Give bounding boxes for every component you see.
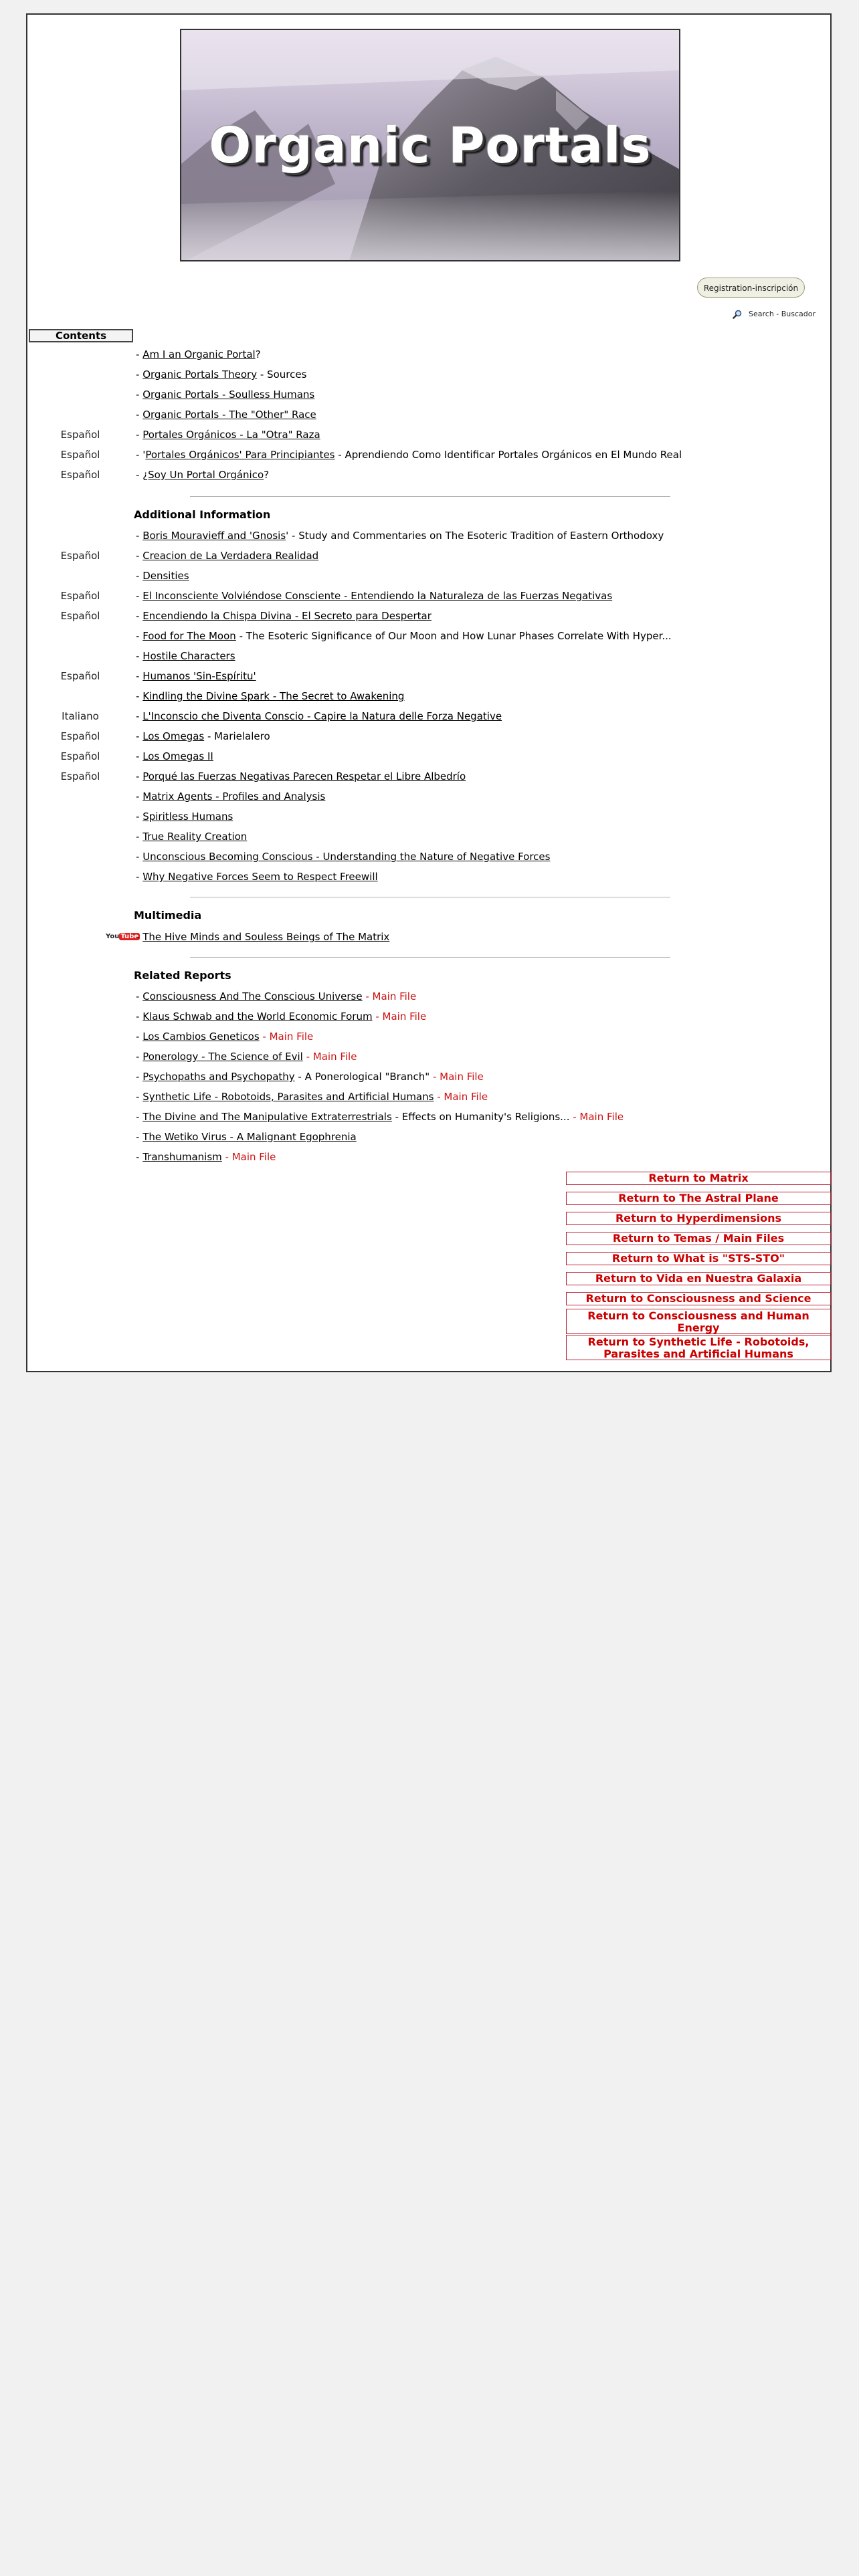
main-file-note: - Main File <box>430 1071 484 1083</box>
youtube-icon: You Tube <box>106 933 139 940</box>
return-button[interactable]: Return to Hyperdimensions <box>566 1212 831 1225</box>
link-description: - Sources <box>257 368 307 381</box>
list-item-text <box>136 1049 357 1064</box>
bullet: - <box>136 650 143 662</box>
article-link[interactable]: The Hive Minds and Souless Beings of The Matrix <box>142 931 390 943</box>
article-link[interactable]: Synthetic Life - Robotoids, Parasites and Artificial Humans <box>142 1091 434 1103</box>
article-link[interactable]: Portales Orgánicos' Para Principiantes <box>145 449 335 461</box>
list-item-text <box>136 367 306 382</box>
bullet: - <box>136 409 143 421</box>
list-item-text <box>136 669 256 683</box>
bullet: - <box>136 429 143 441</box>
article-link[interactable]: Los Omegas <box>142 730 205 742</box>
bullet: - <box>136 750 143 762</box>
list-item-text <box>136 689 404 704</box>
link-description: - The Esoteric Significance of Our Moon and How Lunar Phases Correlate With Hyper... <box>235 630 672 642</box>
language-label: Español <box>60 469 100 481</box>
bullet: - <box>136 469 143 481</box>
bullet: - <box>136 368 143 381</box>
page-frame <box>26 13 832 1372</box>
bullet: - <box>136 1071 143 1083</box>
list-item-text <box>136 1009 426 1024</box>
article-link[interactable]: Organic Portals - Soulless Humans <box>142 389 315 401</box>
return-button[interactable]: Return to Consciousness and Science <box>566 1292 831 1305</box>
return-button[interactable]: Return to The Astral Plane <box>566 1192 831 1205</box>
article-link[interactable]: Transhumanism <box>142 1151 222 1163</box>
list-item-text <box>136 588 612 603</box>
bullet: - <box>136 1051 143 1063</box>
bullet: - <box>136 811 143 823</box>
bullet: - <box>136 1111 143 1123</box>
list-item-text <box>136 729 270 744</box>
list-item-text <box>136 749 213 764</box>
site-logo: Organic Portals <box>209 117 652 175</box>
list-item-text <box>136 769 466 784</box>
bullet: - <box>136 690 143 702</box>
related-reports-heading: Related Reports <box>134 969 231 982</box>
article-link[interactable]: ¿Soy Un Portal Orgánico <box>142 469 264 481</box>
list-item-text <box>136 467 269 482</box>
language-label: Español <box>60 770 100 782</box>
bullet: - <box>136 851 143 863</box>
article-link[interactable]: L'Inconscio che Diventa Conscio - Capire la Natura delle Forza Negative <box>142 710 502 722</box>
article-link[interactable]: Porqué las Fuerzas Negativas Parecen Respetar el Libre Albedrío <box>142 770 466 782</box>
bullet: - <box>136 1131 143 1143</box>
language-label: Español <box>60 550 100 562</box>
bullet: - <box>136 1031 143 1043</box>
link-description: - A Ponerological "Branch" <box>294 1071 430 1083</box>
article-link[interactable]: Am I an Organic Portal <box>142 348 256 360</box>
list-item-text <box>136 1069 484 1084</box>
link-description: ? <box>264 469 270 481</box>
article-link[interactable]: Densities <box>142 570 189 582</box>
bullet: - <box>136 449 143 461</box>
main-file-note: - Main File <box>302 1051 357 1063</box>
bullet: - <box>136 1091 143 1103</box>
article-link[interactable]: Psychopaths and Psychopathy <box>142 1071 295 1083</box>
article-link[interactable]: Creacion de La Verdadera Realidad <box>142 550 319 562</box>
article-link[interactable]: Hostile Characters <box>142 650 235 662</box>
multimedia-heading: Multimedia <box>134 909 202 922</box>
list-item-text <box>136 568 189 583</box>
list-item-text <box>136 347 261 362</box>
article-link[interactable]: Encendiendo la Chispa Divina - El Secreto para Despertar <box>142 610 432 622</box>
additional-info-heading: Additional Information <box>134 508 271 521</box>
language-label: Español <box>60 449 100 461</box>
contents-tab[interactable]: Contents <box>29 329 133 342</box>
list-item-text <box>136 649 235 663</box>
return-button[interactable]: Return to Synthetic Life - Robotoids, Parasites and Artificial Humans <box>566 1335 831 1360</box>
language-label: Español <box>60 610 100 622</box>
list-item-text <box>136 849 550 864</box>
list-item-text <box>136 548 318 563</box>
return-button[interactable]: Return to Temas / Main Files <box>566 1232 831 1245</box>
list-item-text <box>136 1029 313 1044</box>
article-link[interactable]: True Reality Creation <box>142 831 248 843</box>
list-item-text <box>136 1089 488 1104</box>
divider <box>190 957 670 958</box>
return-button[interactable]: Return to Consciousness and Human Energy <box>566 1309 831 1334</box>
main-file-note: - Main File <box>362 990 417 1002</box>
search-link[interactable] <box>733 309 826 320</box>
article-link[interactable]: Consciousness And The Conscious Universe <box>142 990 363 1002</box>
bullet: - <box>136 570 143 582</box>
bullet: - <box>136 710 143 722</box>
bullet: - <box>136 1151 143 1163</box>
list-item-text <box>136 789 325 804</box>
language-label: Español <box>60 730 100 742</box>
article-link[interactable]: Unconscious Becoming Conscious - Understanding the Nature of Negative Forces <box>142 851 551 863</box>
language-label: Español <box>60 590 100 602</box>
list-item-text <box>136 869 378 884</box>
bullet: - <box>136 530 143 542</box>
article-link[interactable]: Why Negative Forces Seem to Respect Freewill <box>142 871 378 883</box>
article-link[interactable]: Matrix Agents - Profiles and Analysis <box>142 790 326 802</box>
search-icon <box>733 310 742 319</box>
list-item-text <box>136 989 416 1004</box>
article-link[interactable]: Los Cambios Geneticos <box>142 1031 260 1043</box>
list-item-text <box>136 447 682 462</box>
article-link[interactable]: El Inconsciente Volviéndose Consciente - Entendiendo la Naturaleza de las Fuerzas Negativas <box>142 590 613 602</box>
registration-button[interactable]: Registration-inscripción <box>697 278 805 298</box>
link-description: - Aprendiendo Como Identificar Portales Orgánicos en El Mundo Real <box>335 449 682 461</box>
bullet: - <box>136 790 143 802</box>
bullet: - <box>136 831 143 843</box>
article-link[interactable]: Portales Orgánicos - La "Otra" Raza <box>142 429 320 441</box>
article-link[interactable]: The Divine and The Manipulative Extraterrestrials <box>142 1111 392 1123</box>
article-link[interactable]: Ponerology - The Science of Evil <box>142 1051 303 1063</box>
article-link[interactable]: Food for The Moon <box>142 630 236 642</box>
bullet: - <box>136 610 143 622</box>
main-file-note: - Main File <box>372 1010 427 1023</box>
main-file-note: - Main File <box>434 1091 488 1103</box>
language-label: Español <box>60 429 100 441</box>
link-description: ' - Study and Commentaries on The Esoteric Tradition of Eastern Orthodoxy <box>286 530 664 542</box>
link-prefix: ' <box>142 449 146 461</box>
link-description: - Marielalero <box>204 730 270 742</box>
list-item-text <box>136 387 314 402</box>
article-link[interactable]: Klaus Schwab and the World Economic Forum <box>142 1010 373 1023</box>
return-button[interactable]: Return to Matrix <box>566 1172 831 1185</box>
article-link[interactable]: Kindling the Divine Spark - The Secret to Awakening <box>142 690 405 702</box>
bullet: - <box>136 590 143 602</box>
main-file-note: - Main File <box>569 1111 624 1123</box>
list-item-text <box>136 609 432 623</box>
language-label: Español <box>60 670 100 682</box>
list-item-text <box>136 829 247 844</box>
list-item-text <box>136 1109 624 1124</box>
header-banner <box>180 29 680 261</box>
link-description: ? <box>255 348 261 360</box>
language-label: Italiano <box>62 710 99 722</box>
article-link[interactable]: Los Omegas II <box>142 750 213 762</box>
bullet: - <box>136 730 143 742</box>
search-label: Search - Buscador <box>749 310 816 318</box>
bullet: - <box>136 1010 143 1023</box>
list-item-text <box>136 809 233 824</box>
article-link[interactable]: Spiritless Humans <box>142 811 233 823</box>
article-link[interactable]: Humanos 'Sin-Espíritu' <box>142 670 256 682</box>
bullet: - <box>136 931 143 943</box>
bullet: - <box>136 389 143 401</box>
list-item-text <box>136 1150 276 1164</box>
main-file-note: - Main File <box>259 1031 314 1043</box>
bullet: - <box>136 990 143 1002</box>
list-item-text <box>136 528 664 543</box>
bullet: - <box>136 670 143 682</box>
list-item-text <box>136 709 502 724</box>
divider <box>190 496 670 497</box>
list-item-text <box>136 427 320 442</box>
bullet: - <box>136 770 143 782</box>
article-link[interactable]: Boris Mouravieff and 'Gnosis <box>142 530 286 542</box>
link-description: - Effects on Humanity's Religions... <box>391 1111 570 1123</box>
article-link[interactable]: Organic Portals Theory <box>142 368 258 381</box>
bullet: - <box>136 348 143 360</box>
bullet: - <box>136 630 143 642</box>
main-file-note: - Main File <box>221 1151 276 1163</box>
article-link[interactable]: Organic Portals - The "Other" Race <box>142 409 316 421</box>
article-link[interactable]: The Wetiko Virus - A Malignant Egophrenia <box>142 1131 357 1143</box>
list-item-text <box>136 629 672 643</box>
return-button[interactable]: Return to What is "STS-STO" <box>566 1252 831 1265</box>
list-item-text <box>136 1130 357 1144</box>
language-label: Español <box>60 750 100 762</box>
list-item-text <box>136 407 316 422</box>
return-button[interactable]: Return to Vida en Nuestra Galaxia <box>566 1272 831 1285</box>
bullet: - <box>136 550 143 562</box>
bullet: - <box>136 871 143 883</box>
list-item-text <box>136 930 389 944</box>
